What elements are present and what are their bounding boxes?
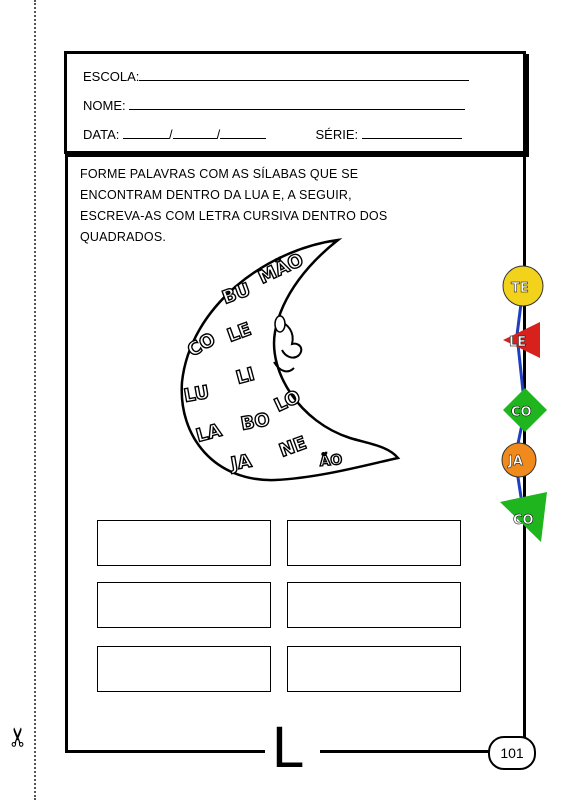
moon-syllable: MÃO bbox=[255, 249, 307, 289]
answer-box[interactable] bbox=[97, 582, 271, 628]
cut-line bbox=[34, 0, 36, 800]
instruction-line: FORME PALAVRAS COM AS SÍLABAS QUE SE bbox=[80, 167, 359, 181]
moon-syllable: LO bbox=[271, 386, 304, 417]
date-separator: / bbox=[168, 127, 173, 142]
side-syllable: CO bbox=[511, 405, 532, 420]
side-syllable: JA bbox=[508, 454, 523, 469]
moon-syllable: JA bbox=[229, 450, 254, 475]
school-field[interactable] bbox=[139, 68, 469, 81]
name-field[interactable] bbox=[129, 97, 465, 110]
moon-eye bbox=[275, 316, 285, 332]
moon-syllable: CO bbox=[184, 328, 220, 362]
school-label: ESCOLA: bbox=[83, 69, 140, 84]
scissors-icon: ✂ bbox=[3, 726, 34, 748]
date-day-field[interactable] bbox=[123, 126, 169, 139]
moon-syllable: LI bbox=[233, 363, 257, 389]
instruction-line: ESCREVA-AS COM LETRA CURSIVA DENTRO DOS bbox=[80, 209, 388, 223]
answer-box[interactable] bbox=[287, 582, 461, 628]
worksheet-bottom-border bbox=[65, 750, 265, 753]
moon-syllable: LA bbox=[193, 419, 224, 447]
moon-syllable: ÃO bbox=[318, 452, 344, 470]
worksheet-bottom-border bbox=[320, 750, 495, 753]
grade-field[interactable] bbox=[362, 126, 462, 139]
moon-illustration bbox=[170, 232, 420, 502]
date-year-field[interactable] bbox=[220, 126, 266, 139]
date-separator: / bbox=[216, 127, 221, 142]
side-syllable: TE bbox=[511, 281, 529, 296]
side-syllable: LE bbox=[509, 335, 527, 350]
grade-label: SÉRIE: bbox=[315, 127, 359, 142]
moon-syllable: LU bbox=[182, 381, 211, 407]
syllable-chain-decoration bbox=[495, 260, 555, 550]
date-line bbox=[83, 126, 462, 142]
answer-box[interactable] bbox=[287, 646, 461, 692]
featured-letter: L bbox=[272, 715, 305, 780]
answer-box[interactable] bbox=[287, 520, 461, 566]
date-month-field[interactable] bbox=[173, 126, 217, 139]
date-label: DATA: bbox=[83, 127, 120, 142]
header-box bbox=[64, 51, 526, 154]
school-line bbox=[83, 68, 469, 84]
answer-box[interactable] bbox=[97, 646, 271, 692]
answer-box[interactable] bbox=[97, 520, 271, 566]
moon-syllable: BU bbox=[219, 279, 254, 309]
name-line bbox=[83, 97, 465, 113]
moon-syllable: NE bbox=[276, 432, 310, 462]
instruction-line: ENCONTRAM DENTRO DA LUA E, A SEGUIR, bbox=[80, 188, 352, 202]
instruction-line: QUADRADOS. bbox=[80, 230, 167, 244]
name-label: NOME: bbox=[83, 98, 126, 113]
page-number: 101 bbox=[488, 736, 536, 770]
moon-syllable: LE bbox=[224, 318, 255, 347]
moon-syllable: BO bbox=[239, 409, 272, 435]
side-syllable: CO bbox=[513, 513, 534, 528]
